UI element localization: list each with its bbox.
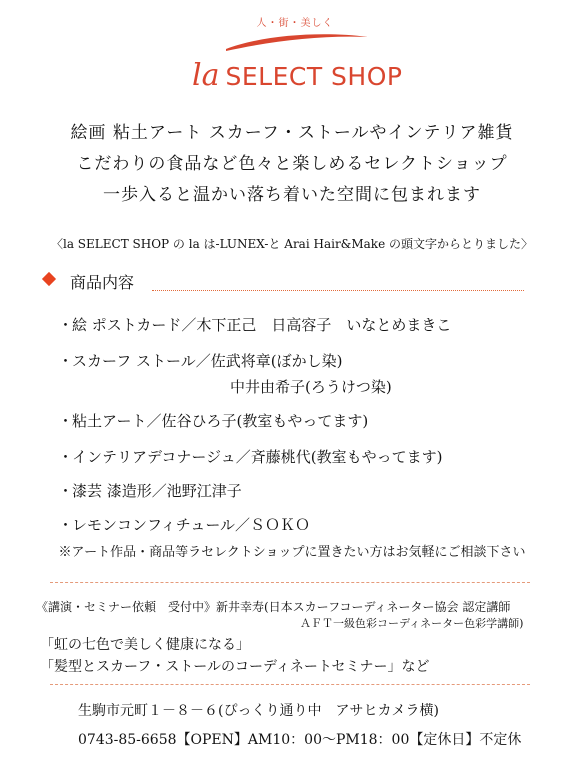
intro-line-2: こだわりの食品など色々と楽しめるセレクトショップ xyxy=(76,154,508,174)
product-item xyxy=(58,480,242,501)
lecture-line-2: ＡＦＴ一級色彩コーディネーター色彩学講師) xyxy=(300,617,524,630)
products-heading xyxy=(44,270,524,294)
products-heading-label: 商品内容 xyxy=(70,273,135,292)
product-item-text: インテリアデコナージュ／斉藤桃代(教室もやってます) xyxy=(72,448,443,466)
product-item xyxy=(58,314,451,335)
product-item xyxy=(58,410,368,431)
lecture-info xyxy=(36,598,556,675)
list-bullet: ・ xyxy=(58,516,74,534)
list-bullet: ・ xyxy=(58,352,74,370)
shop-info xyxy=(78,700,521,749)
logo-swoosh-icon xyxy=(222,27,372,57)
logo-tagline: 人・街・美しく xyxy=(256,18,334,29)
intro-line-1: 絵画 粘土アート スカーフ・ストールやインテリア雑貨 xyxy=(70,123,514,143)
product-item-text: 漆芸 漆造形／池野江津子 xyxy=(72,482,242,500)
product-item-text: 粘土アート／佐谷ひろ子(教室もやってます) xyxy=(72,412,369,430)
name-origin-note: 〈la SELECT SHOP の la は-LUNEX-と Arai Hair&Make の頭文字からとりました〉 xyxy=(51,237,533,251)
product-item xyxy=(58,350,342,371)
diamond-bullet-icon xyxy=(42,272,56,286)
section-divider xyxy=(50,684,530,685)
logo-brand-la: la xyxy=(192,58,220,93)
shop-contact-hours: 0743-85-6658【OPEN】AM10：00～PM18：00【定休日】不定休 xyxy=(78,732,522,748)
lecture-line-1: 《講演・セミナー依頼 受付中》新井幸寿(日本スカーフコーディネーター協会 認定講師 xyxy=(36,600,511,614)
intro-text xyxy=(0,118,584,211)
lecture-topic-1: 「虹の七色で美しく健康になる」 xyxy=(40,637,250,653)
heading-dotted-rule xyxy=(152,290,524,291)
product-item-text: 絵 ポストカード／木下正己 日高容子 いなとめまきこ xyxy=(72,316,452,334)
product-item xyxy=(58,446,443,467)
shop-address: 生駒市元町１－８－６(ぴっくり通り中 アサヒカメラ横) xyxy=(78,703,439,719)
lecture-topic-2: 「髪型とスカーフ・ストールのコーディネートセミナー」など xyxy=(40,659,430,675)
consultation-note: ※アート作品・商品等ラセレクトショップに置きたい方はお気軽にご相談下さい xyxy=(58,545,526,560)
list-bullet: ・ xyxy=(58,316,74,334)
product-item-continuation: 中井由希子(ろうけつ染) xyxy=(230,378,392,396)
shop-logo xyxy=(0,14,584,94)
product-item xyxy=(58,514,310,535)
logo-brand-name: SELECT SHOP xyxy=(225,62,403,91)
list-bullet: ・ xyxy=(58,482,74,500)
product-item-text: レモンコンフィチュール／ＳＯＫＯ xyxy=(72,516,311,534)
list-bullet: ・ xyxy=(58,412,74,430)
list-bullet: ・ xyxy=(58,448,74,466)
logo-brand xyxy=(192,58,402,93)
product-item-text: スカーフ ストール／佐武将章(ぼかし染) xyxy=(72,352,343,370)
section-divider xyxy=(50,582,530,583)
intro-line-3: 一歩入ると温かい落ち着いた空間に包まれます xyxy=(103,185,481,205)
